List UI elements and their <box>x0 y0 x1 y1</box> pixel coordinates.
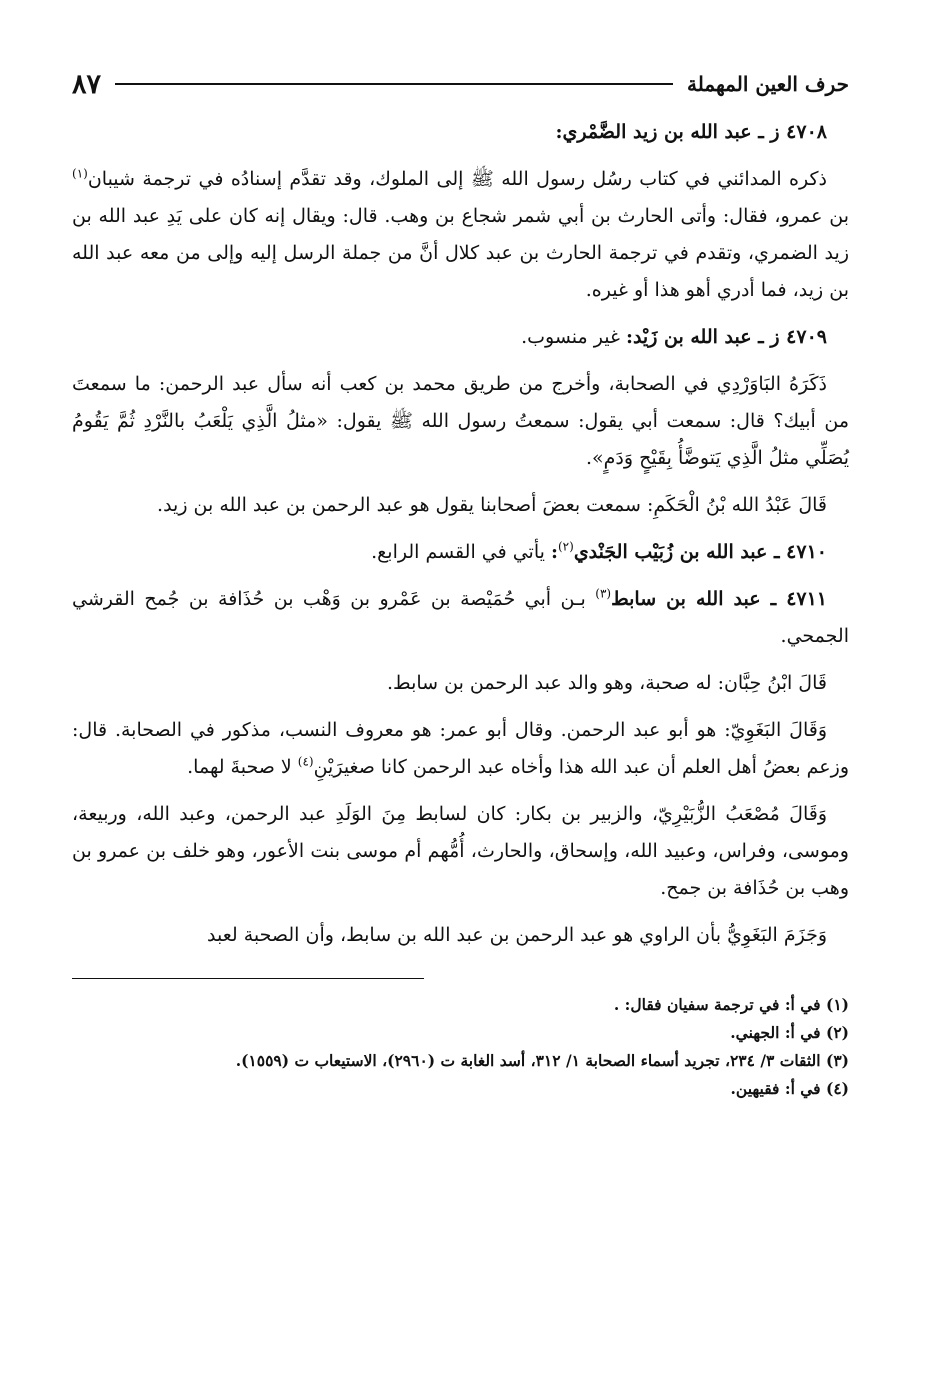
paragraph <box>72 712 849 786</box>
footnote-separator <box>72 978 424 979</box>
entry-title: ٤٧١٠ ـ عبد الله بن زُبَيْب الجَنْدي <box>573 541 827 563</box>
paragraph-text: بن عمرو، فقال: وأتى الحارث بن أبي شمر شجاع بن وهب. قال: ويقال إنه كان على يَدِ عبد الله بن زيد الضمري، وتقدم في ترجمة الحارث بن عبد كلال أنَّ من جملة الرسل إليه وإلى من معه عبد الله بن زيد، فما أدري أهو هذا أو غيره. <box>72 205 849 301</box>
paragraph <box>72 796 849 907</box>
paragraph-text: قَالَ ابْنُ حِبَّان: له صحبة، وهو والد عبد الرحمن بن سابط. <box>387 672 827 694</box>
entry-title-rest: يأتي في القسم الرابع. <box>371 541 551 563</box>
paragraph <box>72 665 849 702</box>
paragraph <box>72 366 849 477</box>
footnote: (٤) في أ: فقيهين. <box>730 1079 849 1098</box>
footnote: (٢) في أ: الجهني. <box>730 1023 849 1042</box>
footnotes <box>72 991 849 1103</box>
entry-title-rest: غير منسوب. <box>521 326 626 348</box>
paragraph <box>72 161 849 309</box>
entry-title-rest: بـن أبي حُمَيْصة بن عَمْرو بن وَهْب بن حُذَافة بن جُمح القرشي الجمحي. <box>72 588 849 647</box>
entry-heading <box>72 581 849 655</box>
running-title: حرف العين المهملة <box>687 72 849 96</box>
paragraph-text: وَجَزَمَ البَغَوِيُّ بأن الراوي هو عبد الرحمن بن عبد الله بن سابط، وأن الصحبة لعبد <box>207 924 827 946</box>
entry-heading <box>72 114 849 151</box>
page-number: ٨٧ <box>72 68 102 100</box>
entry-title-colon: : <box>550 541 558 563</box>
paragraph-text: وَقَالَ مُصْعَبُ الزُّبَيْرِيّ، والزبير بن بكار: كان لسابط مِنَ الوَلَدِ عبد الرحمن، وعبد الله، وربيعة، وموسى، وفراس، وعبيد الله، وإسحاق، والحارث، أُمُّهم أم موسى بنت الأعور، وهو خلف بن عمرو بن وهب بن حُذَافة بن جمح. <box>72 803 849 899</box>
entry-heading <box>72 319 849 356</box>
entry-title: ٤٧٠٩ ز ـ عبد الله بن زَيْد: <box>625 326 827 348</box>
paragraph <box>72 487 849 524</box>
footnote-ref: (١) <box>72 166 88 181</box>
footnote: (١) في أ: في ترجمة سفيان فقال: . <box>613 995 849 1014</box>
footnote-ref: (٣) <box>595 586 612 601</box>
entry-title: ٤٧٠٨ ز ـ عبد الله بن زيد الضَّمْري: <box>555 121 827 143</box>
paragraph-text: لا صحبةَ لهما. <box>187 756 298 778</box>
footnote: (٣) الثقات ٣/ ٢٣٤، تجريد أسماء الصحابة ١/ ٣١٢، أسد الغابة ت (٢٩٦٠)، الاستيعاب ت (١٥٥٩). <box>235 1051 849 1070</box>
entry-title: ٤٧١١ ـ عبد الله بن سابط <box>611 588 828 610</box>
footnote-ref: (٤) <box>297 754 314 769</box>
entry-heading <box>72 534 849 571</box>
page-header <box>72 62 849 106</box>
main-text <box>72 114 849 954</box>
paragraph-text: ذَكَرَهُ البَاوَرْدِي في الصحابة، وأخرج من طريق محمد بن كعب أنه سأل عبد الرحمن: ما سمعتَ من أبيك؟ قال: سمعت أبي يقول: سمعتُ رسول الله ﷺ يقول: «مثلُ الَّذِي يَلْعَبُ بالنَّرْدِ ثُمَّ يَقُومُ يُصَلِّي مثلُ الَّذِي يَتوضَّأُ بِقَيْحٍ وَدَمٍ». <box>72 373 849 469</box>
paragraph-text: وَقَالَ البَغَوِيّ: هو أبو عبد الرحمن. وقال أبو عمر: هو معروف النسب، مذكور في الصحابة. قال: وزعم بعضُ أهل العلم أن عبد الله هذا وأخاه عبد الرحمن كانا صغيرَيْنِ <box>72 719 849 778</box>
header-rule <box>115 83 673 85</box>
paragraph-text: ذكره المدائني في كتاب رسُل رسول الله ﷺ إلى الملوك، وقد تقدَّم إسنادُه في ترجمة شيبان <box>87 168 827 190</box>
footnote-ref: (٢) <box>557 539 574 554</box>
paragraph <box>72 917 849 954</box>
paragraph-text: قَالَ عَبْدُ الله بْنُ الْحَكَمِ: سمعت بعضَ أصحابنا يقول هو عبد الرحمن بن عبد الله بن زيد. <box>157 494 827 516</box>
